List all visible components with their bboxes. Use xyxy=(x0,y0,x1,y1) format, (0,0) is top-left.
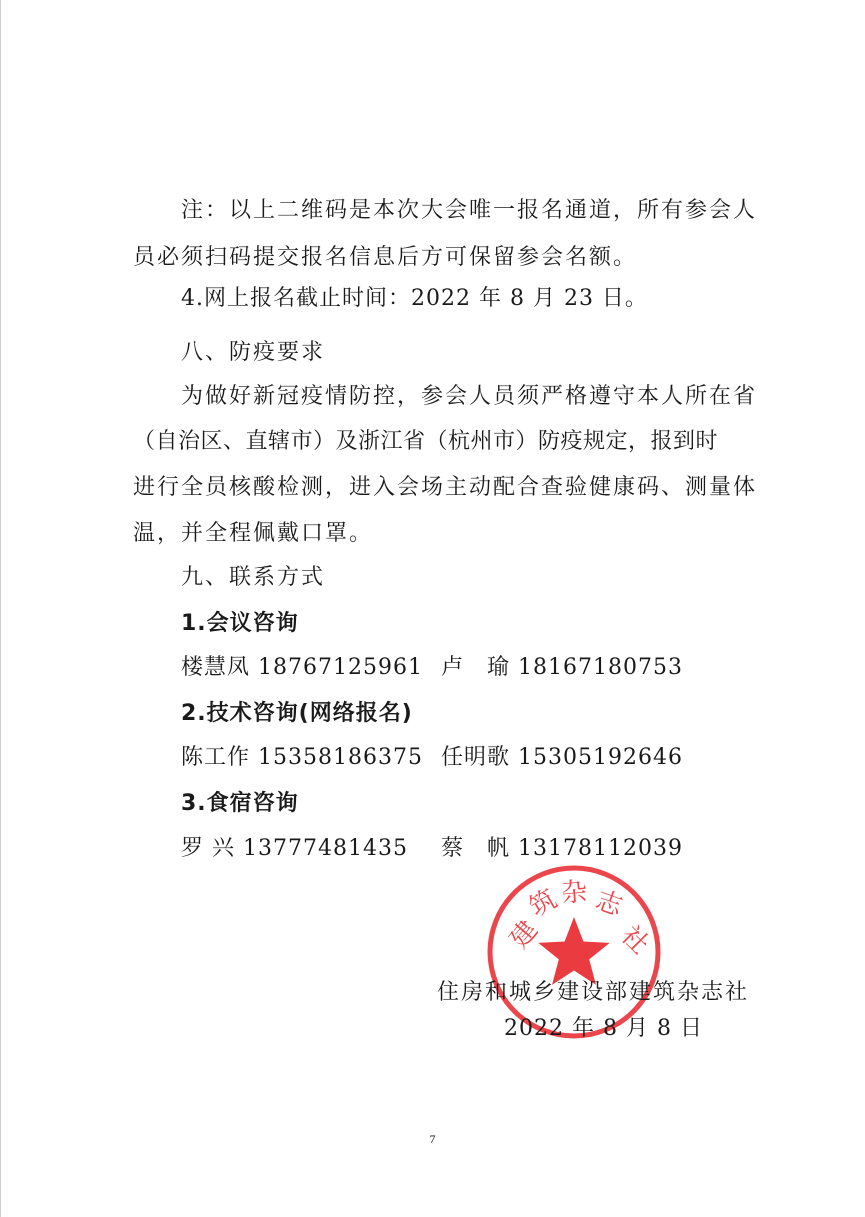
meeting-contact-1: 楼慧凤 18767125961 xyxy=(181,655,423,680)
svg-text:建: 建 xyxy=(504,915,545,955)
note-paragraph-line-2: 员必须扫码提交报名信息后方可保留参会名额。 xyxy=(133,245,638,270)
meeting-inquiry-heading: 1.会议咨询 xyxy=(181,611,299,636)
svg-text:志: 志 xyxy=(591,885,627,923)
svg-text:杂: 杂 xyxy=(559,876,589,909)
page-number: 7 xyxy=(429,1132,436,1146)
section-8-title: 八、防疫要求 xyxy=(181,340,326,365)
svg-text:筑: 筑 xyxy=(524,884,563,924)
epidemic-paragraph-line-1: 为做好新冠疫情防控，参会人员须严格遵守本人所在省 xyxy=(181,384,758,409)
meeting-contact-2: 卢 瑜 18167180753 xyxy=(441,655,683,680)
issuing-organization: 住房和城乡建设部建筑杂志社 xyxy=(437,980,750,1005)
lodging-contact-2: 蔡 帆 13178112039 xyxy=(441,836,683,861)
epidemic-paragraph-line-3: 进行全员核酸检测，进入会场主动配合查验健康码、测量体 xyxy=(133,475,758,500)
lodging-inquiry-heading: 3.食宿咨询 xyxy=(181,791,299,816)
epidemic-paragraph-line-4: 温，并全程佩戴口罩。 xyxy=(133,521,374,546)
tech-inquiry-heading: 2.技术咨询(网络报名) xyxy=(181,701,413,726)
lodging-contact-1: 罗 兴 13777481435 xyxy=(181,836,408,861)
svg-text:社: 社 xyxy=(615,920,655,961)
issue-date: 2022 年 8 月 8 日 xyxy=(504,1016,703,1041)
section-9-title: 九、联系方式 xyxy=(181,565,326,590)
registration-deadline: 4.网上报名截止时间：2022 年 8 月 23 日。 xyxy=(181,286,648,311)
tech-contact-2: 任明歌 15305192646 xyxy=(441,745,683,770)
note-paragraph-line-1: 注：以上二维码是本次大会唯一报名通道，所有参会人 xyxy=(181,198,758,223)
tech-contact-1: 陈工作 15358186375 xyxy=(181,745,423,770)
page-edge xyxy=(0,0,6,1217)
epidemic-paragraph-line-2: （自治区、直辖市）及浙江省（杭州市）防疫规定，报到时 xyxy=(133,429,719,454)
